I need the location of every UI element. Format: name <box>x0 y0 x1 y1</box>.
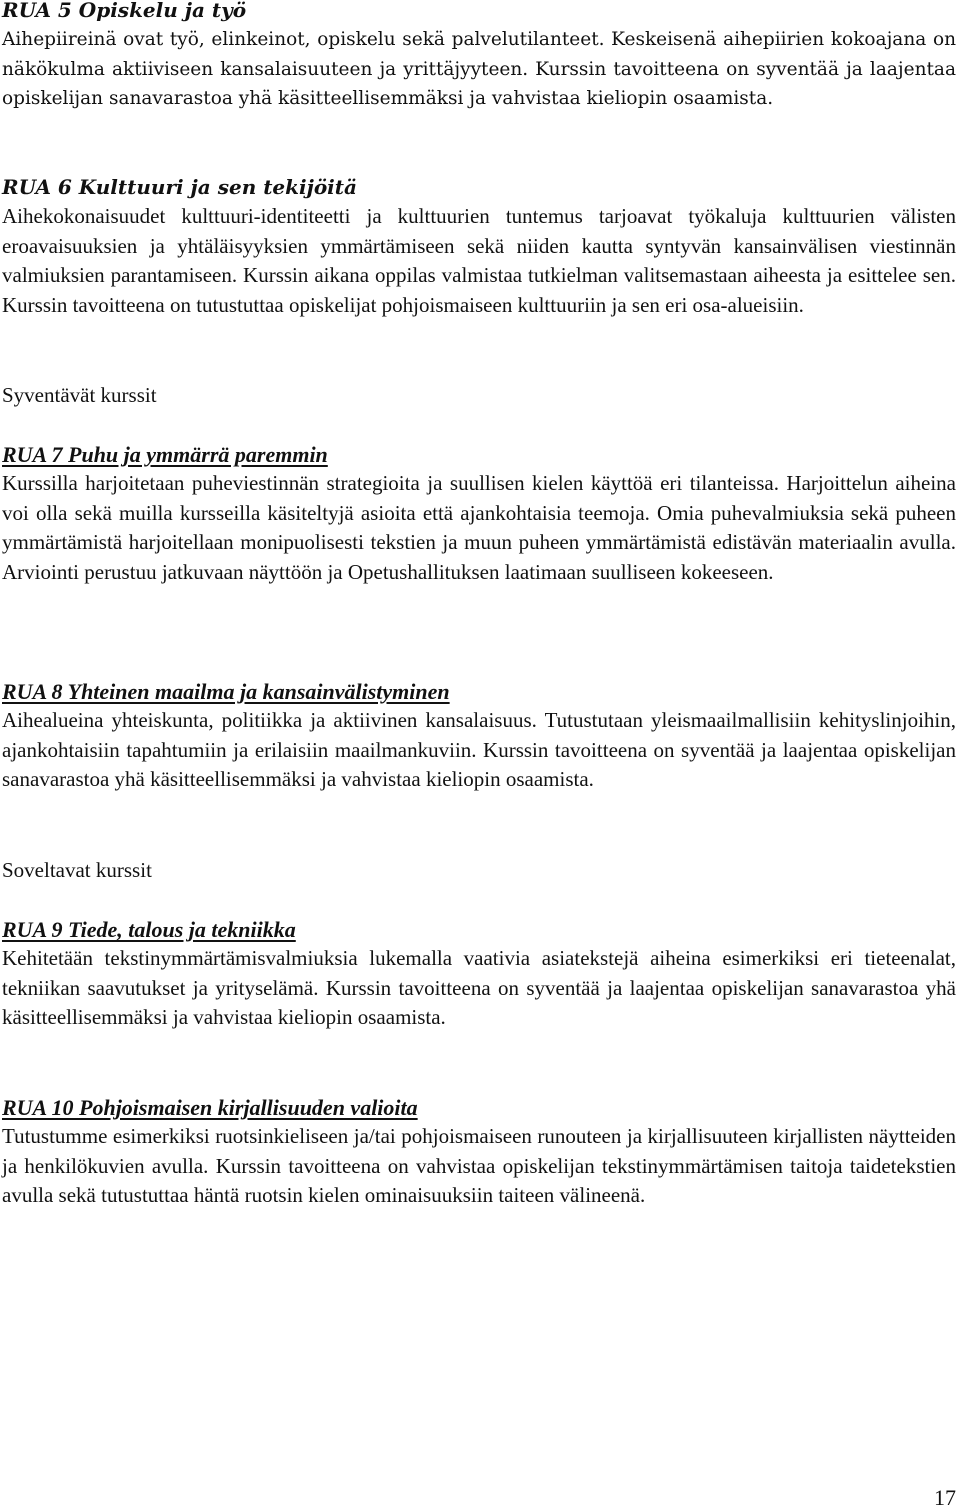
course-description: Aihepiireinä ovat työ, elinkeinot, opiskelu sekä palvelutilanteet. Keskeisenä aihepiirien kokoajana on näkökulma aktiiviseen kansalaisuuteen ja yrittäjyyteen. Kurssin tavoitteena on syventää ja laajentaa opiskelijan sanavarastoa yhä käsitteellisemmäksi ja vahvistaa kieliopin osaamista. <box>2 29 956 109</box>
course-section-rua6 <box>2 173 956 320</box>
group-heading-deep <box>2 381 956 410</box>
course-section-rua5 <box>2 0 956 114</box>
course-description: Kehitetään tekstinymmärtämisvalmiuksia lukemalla vaativia asiatekstejä aiheina esimerkiksi eri tieteenalat, tekniikan saavutukset ja yrityselämä. Kurssin tavoitteena on syventää ja laajentaa opiskelijan sanavarastoa yhä käsitteellisemmäksi ja vahvistaa kieliopin osaamista. <box>2 946 956 1029</box>
course-heading: RUA 5 Opiskelu ja työ <box>2 0 247 22</box>
course-heading: RUA 8 Yhteinen maailma ja kansainvälistyminen <box>2 679 450 704</box>
group-title: Soveltavat kurssit <box>2 858 152 882</box>
course-heading: RUA 6 Kulttuuri ja sen tekijöitä <box>2 175 357 199</box>
course-section-rua9 <box>2 915 956 1033</box>
course-heading: RUA 10 Pohjoismaisen kirjallisuuden valioita <box>2 1095 418 1120</box>
course-description: Kurssilla harjoitetaan puheviestinnän strategioita ja suullisen kielen käyttöä eri tilanteissa. Harjoittelun aiheina voi olla sekä muilla kursseilla käsiteltyjä asioita että ajankohtaisia teemoja. Omia puhevalmiuksia sekä puheen ymmärtämistä harjoitellaan monipuolisesti tekstien ja muun puheen ymmärtämistä edistävän materiaalin avulla. Arviointi perustuu jatkuvaan näyttöön ja Opetushallituksen laatimaan suulliseen kokeeseen. <box>2 471 956 584</box>
course-description: Aihealueina yhteiskunta, politiikka ja aktiivinen kansalaisuus. Tutustutaan yleismaailmallisiin kehityslinjoihin, ajankohtaisiin tapahtumiin ja erilaisiin maailmankuviin. Kurssin tavoitteena on syventää ja laajentaa opiskelijan sanavarastoa yhä käsitteellisemmäksi ja vahvistaa kieliopin osaamista. <box>2 708 956 791</box>
course-section-rua10 <box>2 1093 956 1211</box>
course-description: Aihekokonaisuudet kulttuuri-identiteetti ja kulttuurien tuntemus tarjoavat työkaluja kulttuurien välisten eroavaisuuksien ja yhtäläisyyksien ymmärtämiseen sekä niiden kautta syntyvän kansainvälisen viestinnän valmiuksien parantamiseen. Kurssin aikana oppilas valmistaa tutkielman valitsemastaan aiheesta ja esittelee sen. Kurssin tavoitteena on tutustuttaa opiskelijat pohjoismaiseen kulttuuriin ja sen eri osa-alueisiin. <box>2 204 956 317</box>
page-number: 17 <box>934 1485 956 1510</box>
course-section-rua7 <box>2 440 956 587</box>
group-title: Syventävät kurssit <box>2 383 157 407</box>
course-section-rua8 <box>2 677 956 795</box>
course-description: Tutustumme esimerkiksi ruotsinkieliseen ja/tai pohjoismaiseen runouteen ja kirjallisuuteen kirjallisten näytteiden ja henkilökuvien avulla. Kurssin tavoitteena on vahvistaa opiskelijan tekstinymmärtämisen taitoja taidetekstien avulla sekä tutustuttaa häntä ruotsin kielen ominaisuuksiin taiteen välineenä. <box>2 1124 956 1207</box>
group-heading-applied <box>2 856 956 885</box>
course-heading: RUA 7 Puhu ja ymmärrä paremmin <box>2 442 328 467</box>
course-heading: RUA 9 Tiede, talous ja tekniikka <box>2 917 296 942</box>
